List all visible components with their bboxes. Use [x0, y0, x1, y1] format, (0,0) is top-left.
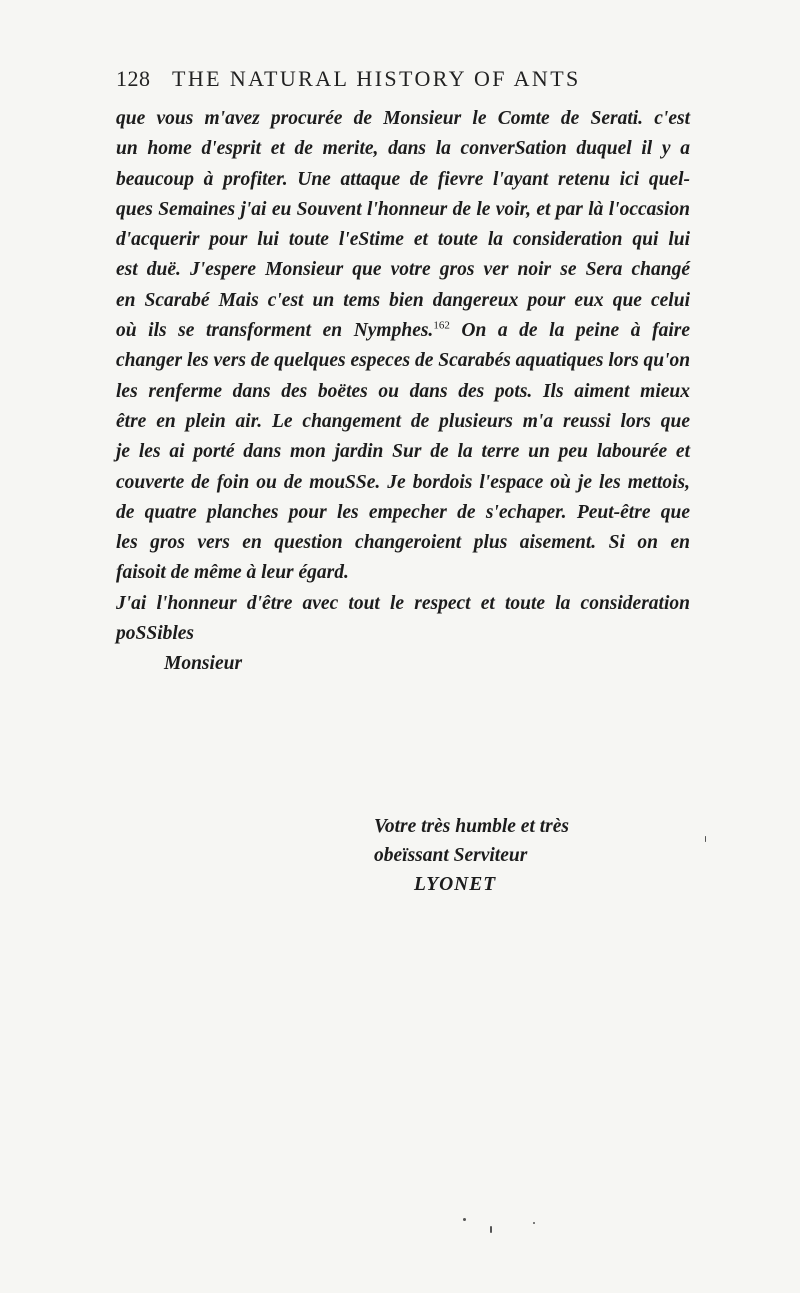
closing-line: obeïssant Serviteur	[374, 845, 528, 866]
letter-line: être en plein air. Le changement de plusieurs m'a reussi lors que	[116, 410, 690, 432]
running-head	[116, 66, 676, 96]
letter-line: d'acquerir pour lui toute l'eStime et toute la consideration qui lui	[116, 229, 690, 251]
salutation: Monsieur	[164, 653, 243, 675]
letter-line: que vous m'avez procurée de Monsieur le Comte de Serati. c'est	[116, 108, 690, 129]
signature-name: LYONET	[414, 874, 497, 895]
letter-line: faisoit de même à leur égard.	[116, 562, 349, 584]
letter-line: beaucoup à profiter. Une attaque de fievre l'ayant retenu ici quel-	[116, 168, 690, 190]
letter-line: est duë. J'espere Monsieur que votre gros ver noir se Sera changé	[116, 259, 690, 281]
paper-speck	[533, 1222, 535, 1224]
paper-speck	[463, 1218, 466, 1221]
letter-line: les gros vers en question changeroient plus aisement. Si on en	[116, 532, 690, 554]
letter-line: poSSibles	[116, 623, 195, 645]
letter-line: J'ai l'honneur d'être avec tout le respect et toute la consideration	[116, 592, 690, 614]
letter-line-with-footnote	[116, 316, 690, 346]
letter-line: les renferme dans des boëtes ou dans des pots. Ils aiment mieux	[116, 380, 690, 402]
letter-line: couverte de foin ou de mouSSe. Je bordois l'espace où je les mettois,	[116, 471, 690, 493]
letter-line: je les ai porté dans mon jardin Sur de la terre un peu labourée et	[116, 441, 690, 463]
paper-speck	[490, 1226, 492, 1233]
letter-line: changer les vers de quelques especes de Scarabés aquatiques lors qu'on	[116, 350, 691, 372]
running-title: THE NATURAL HISTORY OF ANTS	[172, 66, 581, 91]
closing-line: Votre très humble et très	[374, 816, 570, 837]
footnote-reference: 162	[433, 319, 450, 332]
closing-block	[374, 812, 569, 899]
letter-body	[116, 104, 690, 680]
letter-line: ques Semaines j'ai eu Souvent l'honneur de le voir, et par là l'occasion	[116, 198, 690, 220]
letter-line-start: où ils se transforment en Nymphes.	[116, 320, 434, 342]
letter-line: de quatre planches pour les empecher de s'echaper. Peut-être que	[116, 501, 690, 523]
page-number: 128	[116, 66, 151, 91]
letter-line: en Scarabé Mais c'est un tems bien dangereux pour eux que celui	[116, 289, 690, 311]
paper-speck	[705, 836, 706, 842]
letter-line: un home d'esprit et de merite, dans la converSation duquel il y a	[116, 138, 690, 160]
letter-line-end: On a de la peine à faire	[449, 320, 690, 342]
